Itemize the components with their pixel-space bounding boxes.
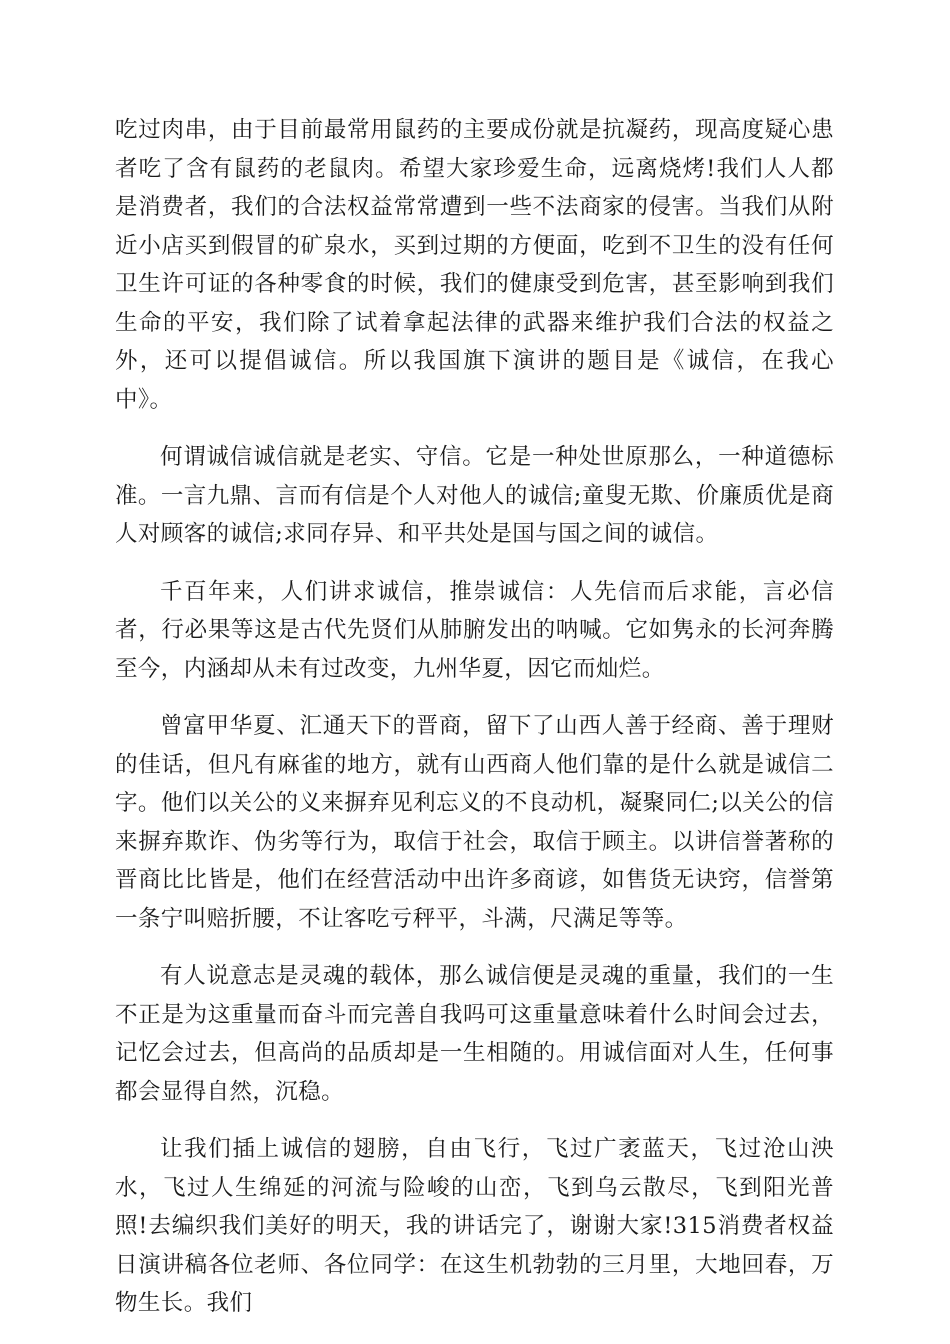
paragraph-jin-merchants: 曾富甲华夏、汇通天下的晋商，留下了山西人善于经商、善于理财的佳话，但凡有麻雀的地方，就有山西商人他们靠的是什么就是诚信二字。他们以关公的义来摒弃见利忘义的不良动机，凝聚同仁;以关公的信来摒弃欺诈、伪劣等行为，取信于社会，取信于顾主。以讲信誉著称的晋商比比皆是，他们在经营活动中出许多商谚，如售货无诀窍，信誉第一条宁叫赔折腰，不让客吃亏秤平，斗满，尺满足等等。 bbox=[115, 713, 834, 932]
paragraph-history: 千百年来，人们讲求诚信，推崇诚信：人先信而后求能，言必信者，行必果等这是古代先贤们从肺腑发出的呐喊。它如隽永的长河奔腾至今，内涵却从未有过改变，九州华夏，因它而灿烂。 bbox=[115, 578, 834, 682]
paragraph-continuation: 吃过肉串，由于目前最常用鼠药的主要成份就是抗凝药，现高度疑心患者吃了含有鼠药的老鼠肉。希望大家珍爱生命，远离烧烤!我们人人都是消费者，我们的合法权益常常遭到一些不法商家的侵害。当我们从附近小店买到假冒的矿泉水，买到过期的方便面，吃到不卫生的没有任何卫生许可证的各种零食的时候，我们的健康受到危害，甚至影响到我们生命的平安，我们除了试着拿起法律的武器来维护我们合法的权益之外，还可以提倡诚信。所以我国旗下演讲的题目是《诚信，在我心中》。 bbox=[115, 117, 834, 413]
paragraph-definition: 何谓诚信诚信就是老实、守信。它是一种处世原那么，一种道德标准。一言九鼎、言而有信是个人对他人的诚信;童叟无欺、价廉质优是商人对顾客的诚信;求同存异、和平共处是国与国之间的诚信。 bbox=[115, 444, 834, 547]
paragraph-soul-weight: 有人说意志是灵魂的载体，那么诚信便是灵魂的重量，我们的一生不正是为这重量而奋斗而完善自我吗可这重量意味着什么时间会过去，记忆会过去，但高尚的品质却是一生相随的。用诚信面对人生，任何事都会显得自然，沉稳。 bbox=[115, 963, 834, 1105]
paragraph-closing: 让我们插上诚信的翅膀，自由飞行，飞过广袤蓝天，飞过沧山泱水，飞过人生绵延的河流与险峻的山峦，飞到乌云散尽，飞到阳光普照!去编织我们美好的明天，我的讲话完了，谢谢大家!315消费者权益日演讲稿各位老师、各位同学：在这生机勃勃的三月里，大地回春，万物生长。我们 bbox=[115, 1136, 834, 1316]
